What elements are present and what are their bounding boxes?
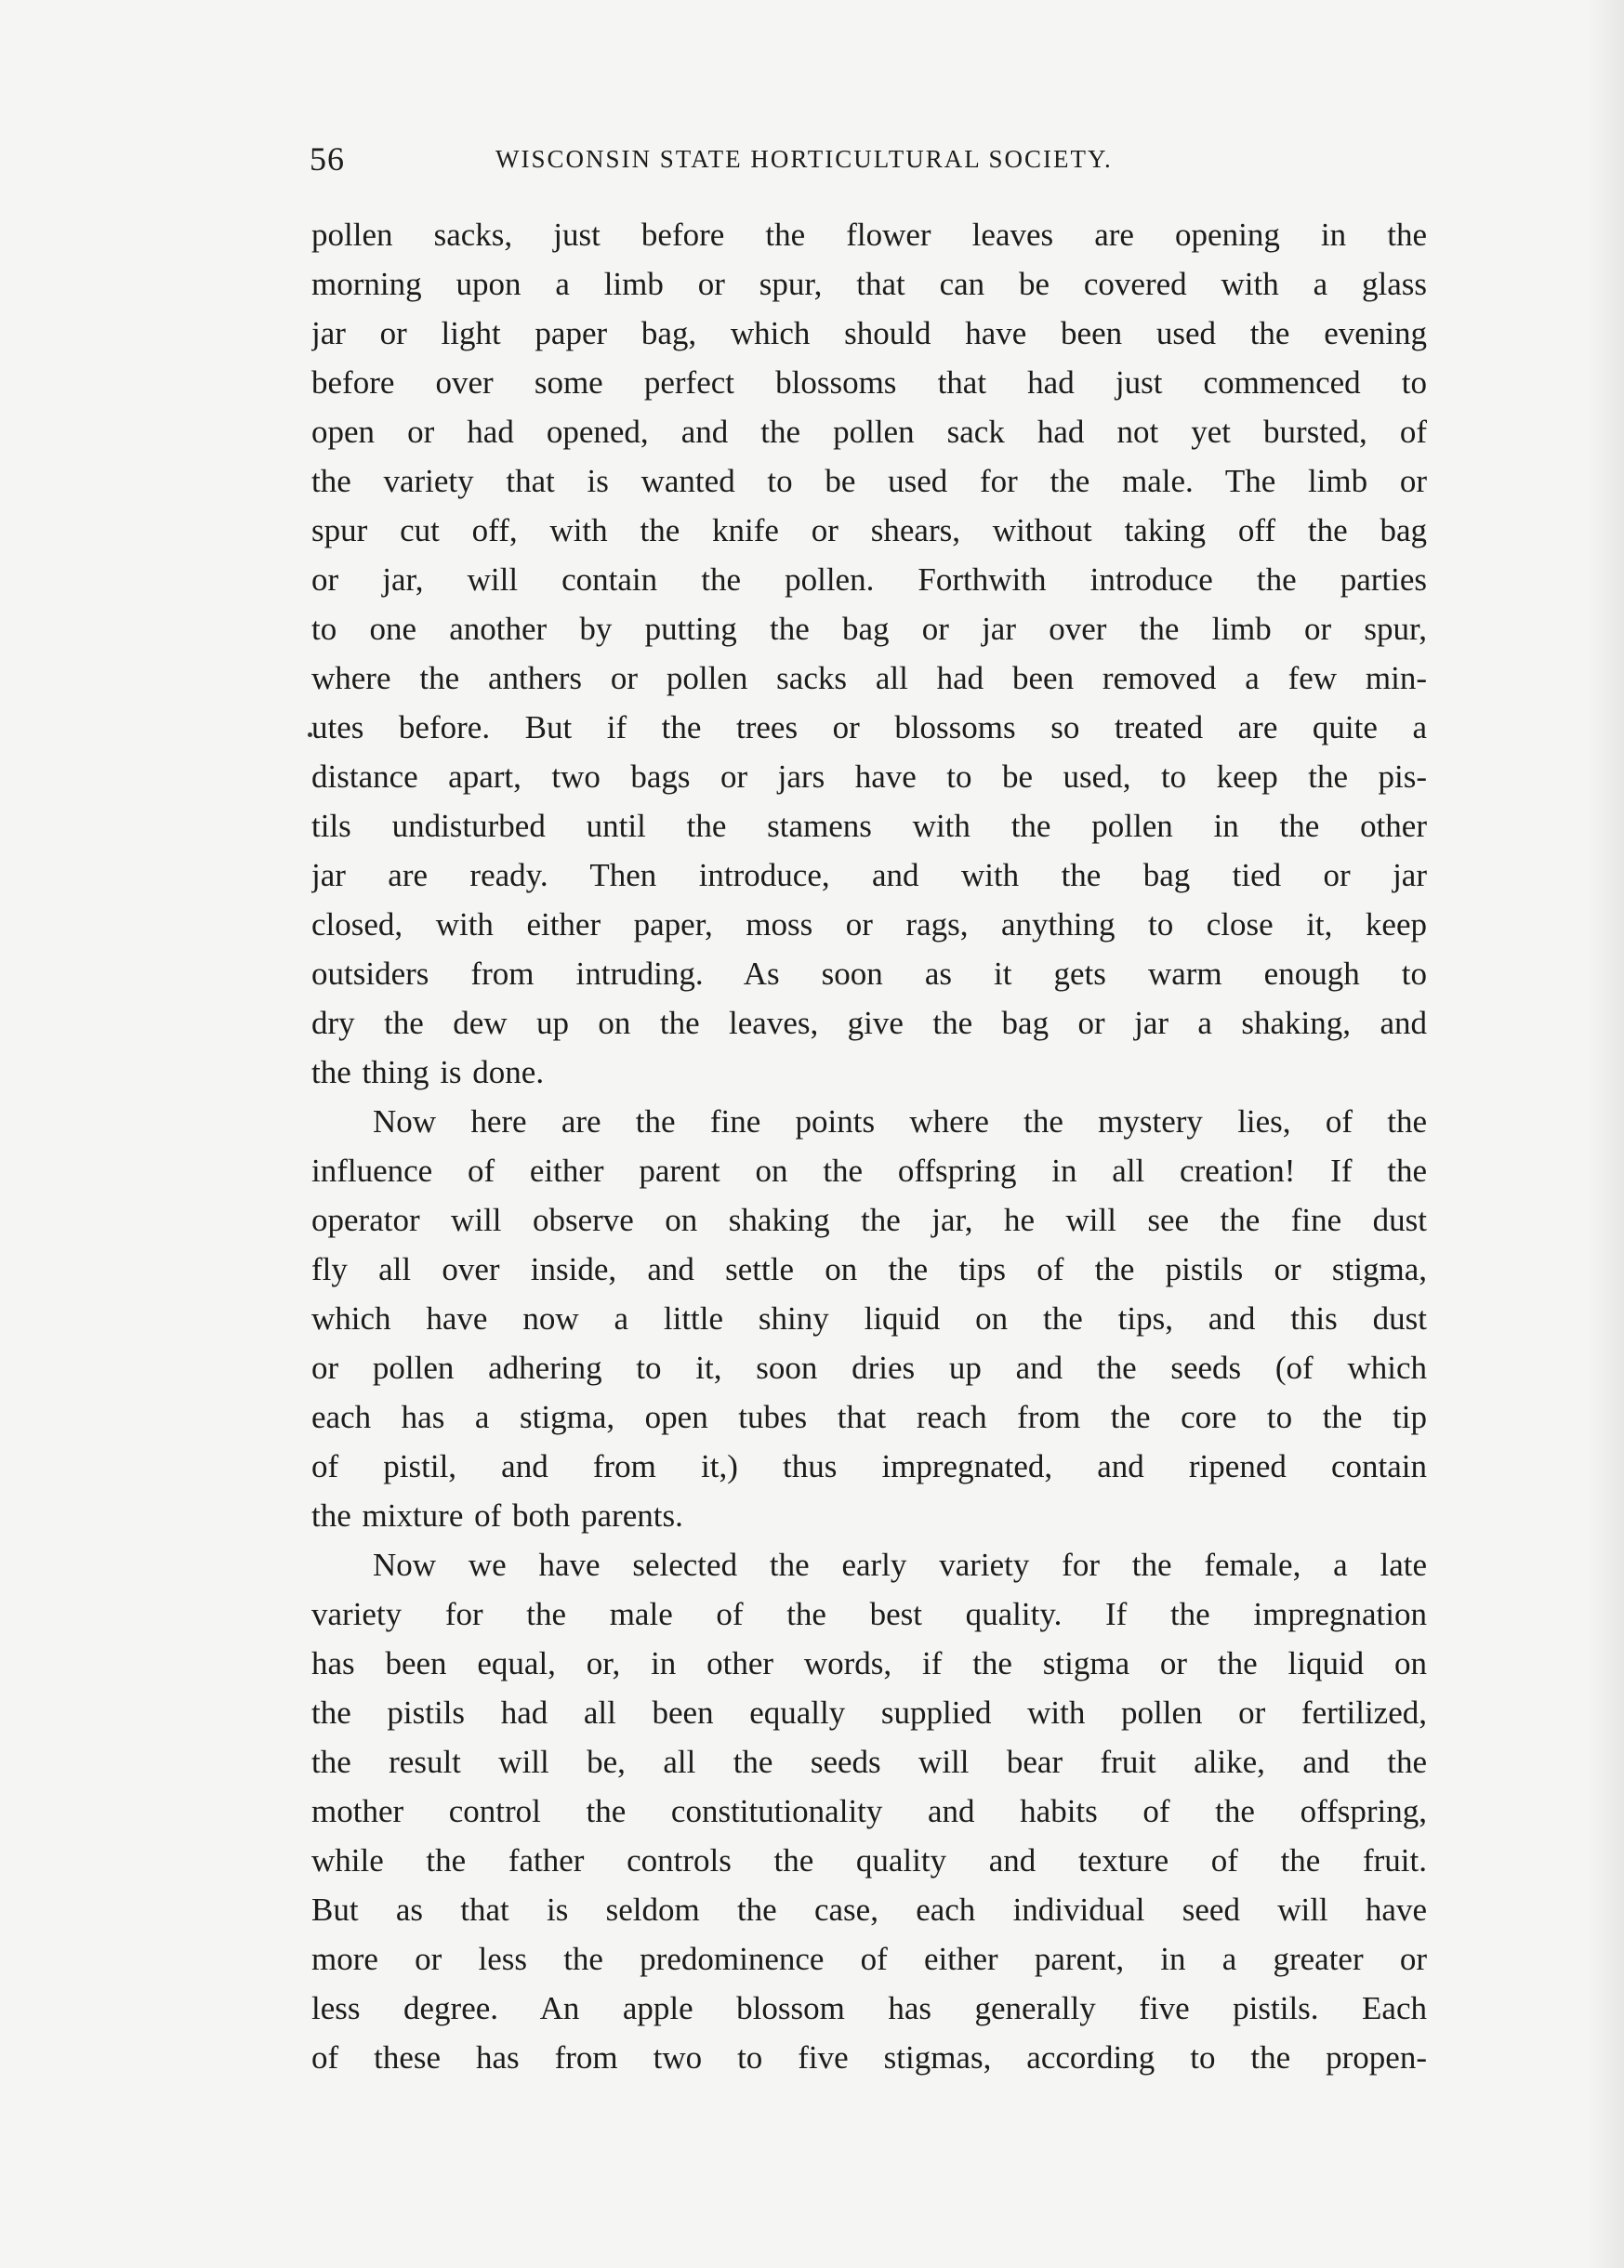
text-line: the mixture of both parents. (311, 1497, 683, 1534)
page-number: 56 (310, 140, 345, 178)
text-line: more or less the predominence of either parent, in a greater or (311, 1941, 1427, 1977)
paragraph-1 (311, 210, 1427, 1097)
text-line: mother control the constitutionality and habits of the offspring, (311, 1793, 1427, 1829)
text-line: the thing is done. (311, 1054, 545, 1090)
text-line: where the anthers or pollen sacks all had been removed a few min- (311, 660, 1427, 696)
text-line: outsiders from intruding. As soon as it gets warm enough to (311, 956, 1427, 992)
text-line: the pistils had all been equally supplied with pollen or fertilized, (311, 1694, 1427, 1731)
text-line: before over some perfect blossoms that had just commenced to (311, 364, 1427, 401)
text-line: variety for the male of the best quality. If the impregnation (311, 1596, 1427, 1632)
text-line: which have now a little shiny liquid on the tips, and this dust (311, 1300, 1427, 1337)
text-line: closed, with either paper, moss or rags, anything to close it, keep (311, 906, 1427, 943)
text-line: tils undisturbed until the stamens with the pollen in the other (311, 808, 1427, 844)
text-line: less degree. An apple blossom has generally five pistils. Each (311, 1990, 1427, 2026)
body-text (311, 210, 1427, 2082)
text-line: fly all over inside, and settle on the tips of the pistils or stigma, (311, 1251, 1427, 1287)
text-line: while the father controls the quality and texture of the fruit. (311, 1842, 1427, 1879)
text-line: of these has from two to five stigmas, according to the propen- (311, 2039, 1427, 2076)
text-line: pollen sacks, just before the flower leaves are opening in the (311, 217, 1427, 253)
text-line: to one another by putting the bag or jar over the limb or spur, (311, 611, 1427, 647)
running-head: WISCONSIN STATE HORTICULTURAL SOCIETY. (495, 145, 1113, 173)
paragraph-2 (311, 1097, 1427, 1540)
text-line: each has a stigma, open tubes that reach from the core to the tip (311, 1399, 1427, 1435)
text-line: operator will observe on shaking the jar, he will see the fine dust (311, 1202, 1427, 1238)
text-line: dry the dew up on the leaves, give the bag or jar a shaking, and (311, 1005, 1427, 1041)
text-line: jar or light paper bag, which should have been used the evening (311, 315, 1427, 351)
text-line: the variety that is wanted to be used for the male. The limb or (311, 463, 1427, 499)
text-line: influence of either parent on the offspring in all creation! If the (311, 1153, 1427, 1189)
text-line: Now here are the fine points where the mystery lies, of the (373, 1103, 1427, 1140)
text-line: utes before. But if the trees or blossoms so treated are quite a (311, 709, 1427, 745)
text-line: or jar, will contain the pollen. Forthwith introduce the parties (311, 561, 1427, 598)
page-edge-shadow (1587, 0, 1624, 2268)
text-line: the result will be, all the seeds will bear fruit alike, and the (311, 1744, 1427, 1780)
paragraph-3 (311, 1540, 1427, 2082)
text-line: jar are ready. Then introduce, and with the bag tied or jar (311, 857, 1427, 893)
text-line: But as that is seldom the case, each individual seed will have (311, 1892, 1427, 1928)
text-line: Now we have selected the early variety for the female, a late (373, 1547, 1427, 1583)
text-line: distance apart, two bags or jars have to be used, to keep the pis- (311, 758, 1427, 795)
text-line: has been equal, or, in other words, if the stigma or the liquid on (311, 1645, 1427, 1681)
text-line: open or had opened, and the pollen sack had not yet bursted, of (311, 414, 1427, 450)
text-line: spur cut off, with the knife or shears, without taking off the bag (311, 512, 1427, 548)
text-line: of pistil, and from it,) thus impregnated, and ripened contain (311, 1448, 1427, 1484)
text-line: or pollen adhering to it, soon dries up and the seeds (of which (311, 1350, 1427, 1386)
text-line: morning upon a limb or spur, that can be covered with a glass (311, 266, 1427, 302)
page-header (310, 139, 1239, 186)
